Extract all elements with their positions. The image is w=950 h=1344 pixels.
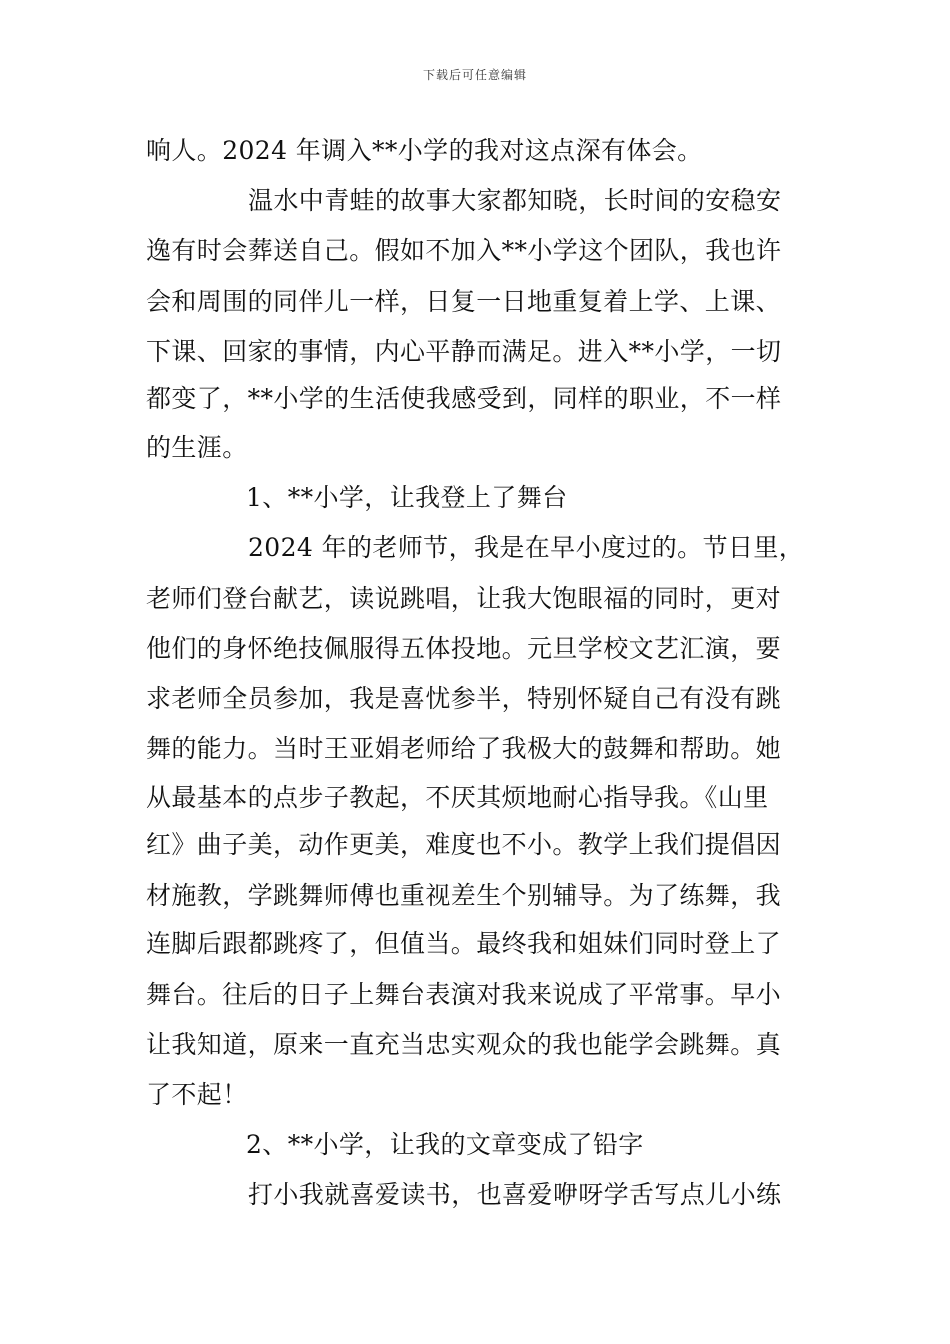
page-header: 下载后可任意编辑	[422, 68, 527, 82]
paragraph-line: 老师们登台献艺，读说跳唱，让我大饱眼福的同时，更对	[146, 584, 782, 613]
paragraph-line: 红》曲子美，动作更美，难度也不小。教学上我们提倡因	[146, 830, 782, 859]
paragraph-line: 打小我就喜爱读书，也喜爱咿呀学舌写点儿小练	[248, 1180, 782, 1209]
paragraph-line: 逸有时会葬送自己。假如不加入**小学这个团队，我也许	[146, 236, 782, 265]
paragraph-line: 响人。2024 年调入**小学的我对这点深有体会。	[146, 136, 703, 165]
paragraph-line: 下课、回家的事情，内心平静而满足。进入**小学，一切	[146, 337, 782, 366]
paragraph-line: 他们的身怀绝技佩服得五体投地。元旦学校文艺汇演，要	[146, 634, 782, 663]
paragraph-line: 都变了，**小学的生活使我感受到，同样的职业，不一样	[146, 384, 782, 413]
paragraph-line: 温水中青蛙的故事大家都知晓，长时间的安稳安	[248, 186, 782, 215]
section-heading: 1、**小学，让我登上了舞台	[246, 483, 568, 512]
paragraph-line: 从最基本的点步子教起，不厌其烦地耐心指导我。《山里	[146, 783, 769, 812]
paragraph-line: 求老师全员参加，我是喜忧参半，特别怀疑自己有没有跳	[146, 684, 782, 713]
section-heading: 2、**小学，让我的文章变成了铅字	[246, 1130, 644, 1159]
paragraph-line: 连脚后跟都跳疼了，但值当。最终我和姐妹们同时登上了	[146, 929, 782, 958]
paragraph-line: 会和周围的同伴儿一样，日复一日地重复着上学、上课、	[146, 287, 782, 316]
paragraph-line: 让我知道，原来一直充当忠实观众的我也能学会跳舞。真	[146, 1030, 782, 1059]
paragraph-line: 了不起！	[146, 1080, 248, 1109]
paragraph-line: 舞的能力。当时王亚娟老师给了我极大的鼓舞和帮助。她	[146, 734, 782, 763]
paragraph-line: 2024 年的老师节，我是在早小度过的。节日里，	[248, 533, 805, 562]
paragraph-line: 材施教，学跳舞师傅也重视差生个别辅导。为了练舞，我	[146, 881, 782, 910]
paragraph-line: 舞台。往后的日子上舞台表演对我来说成了平常事。早小	[146, 980, 782, 1009]
paragraph-line: 的生涯。	[146, 433, 248, 462]
